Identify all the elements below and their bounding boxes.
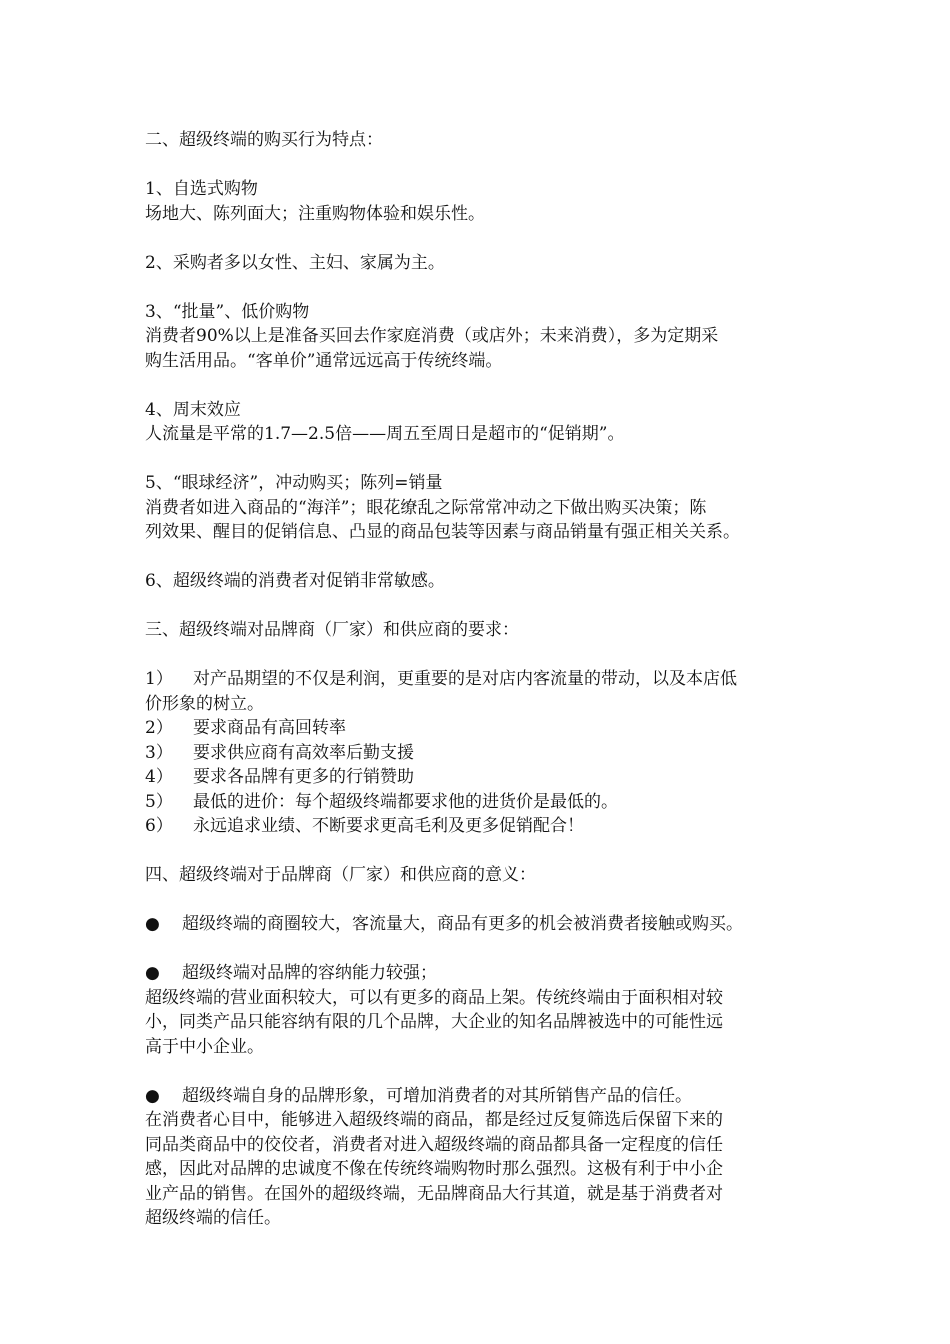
spacer (145, 937, 815, 962)
requirement-text-continued: 价形象的树立。 (145, 693, 264, 714)
point-body-bulk-1: 消费者90%以上是准备买回去作家庭消费（或店外；未来消费），多为定期采 (145, 326, 719, 346)
point-title-buyers: 2、采购者多以女性、主妇、家属为主。 (145, 252, 445, 273)
bullet-body: 同品类商品中的佼佼者，消费者对进入超级终端的商品都具备一定程度的信任 (145, 1134, 723, 1155)
point-title-self-service: 1、自选式购物 (145, 179, 258, 199)
requirement-item (145, 790, 815, 815)
requirement-text: 对产品期望的不仅是利润，更重要的是对店内客流量的带动，以及本店低 (193, 669, 737, 689)
requirement-text: 要求各品牌有更多的行销赞助 (193, 767, 414, 787)
bullet-text: 超级终端的商圈较大，客流量大，商品有更多的机会被消费者接触或购买。 (182, 914, 743, 934)
bullet-item-capacity (145, 961, 815, 986)
requirement-item (145, 814, 815, 839)
bullet-body: 在消费者心目中，能够进入超级终端的商品，都是经过反复筛选后保留下来的 (145, 1110, 723, 1130)
bullet-icon: ● (145, 914, 160, 934)
point-body-eyeball-1: 消费者如进入商品的“海洋”；眼花缭乱之际常常冲动之下做出购买决策；陈 (145, 497, 707, 518)
requirement-text: 要求商品有高回转率 (193, 718, 346, 738)
spacer (145, 1059, 815, 1084)
spacer (145, 226, 815, 251)
requirement-number: 5） (145, 791, 173, 812)
bullet-body: 超级终端的营业面积较大，可以有更多的商品上架。传统终端由于面积相对较 (145, 987, 723, 1008)
bullet-icon: ● (145, 963, 160, 983)
spacer (145, 153, 815, 178)
bullet-text: 超级终端对品牌的容纳能力较强； (182, 963, 437, 983)
requirement-number: 3） (145, 742, 173, 763)
point-title-bulk: 3、“批量”、低价购物 (145, 301, 310, 322)
requirement-text: 永远追求业绩、不断要求更高毛利及更多促销配合！ (193, 816, 584, 836)
section-heading-significance: 四、超级终端对于品牌商（厂家）和供应商的意义： (145, 865, 536, 885)
requirement-item (145, 667, 815, 692)
requirement-item (145, 765, 815, 790)
spacer (145, 447, 815, 472)
point-body-self-service: 场地大、陈列面大；注重购物体验和娱乐性。 (145, 203, 485, 224)
bullet-body: 业产品的销售。在国外的超级终端，无品牌商品大行其道，就是基于消费者对 (145, 1183, 723, 1204)
requirement-item (145, 716, 815, 741)
requirement-number: 1） (145, 669, 173, 689)
requirement-number: 2） (145, 718, 173, 738)
spacer (145, 373, 815, 398)
requirement-text: 要求供应商有高效率后勤支援 (193, 742, 414, 763)
requirement-number: 6） (145, 816, 173, 836)
document-page (145, 128, 815, 1231)
bullet-body: 超级终端的信任。 (145, 1208, 281, 1228)
point-title-weekend: 4、周末效应 (145, 399, 241, 420)
bullet-body: 感，因此对品牌的忠诚度不像在传统终端购物时那么强烈。这极有利于中小企 (145, 1159, 723, 1179)
bullet-text: 超级终端自身的品牌形象，可增加消费者的对其所销售产品的信任。 (182, 1085, 692, 1106)
point-body-eyeball-2: 列效果、醒目的促销信息、凸显的商品包装等因素与商品销量有强正相关关系。 (145, 522, 740, 542)
section-heading-requirements: 三、超级终端对品牌商（厂家）和供应商的要求： (145, 620, 519, 640)
bullet-body: 小，同类产品只能容纳有限的几个品牌，大企业的知名品牌被选中的可能性远 (145, 1012, 723, 1032)
spacer (145, 888, 815, 913)
bullet-body: 高于中小企业。 (145, 1036, 264, 1057)
point-body-weekend: 人流量是平常的1.7—2.5倍——周五至周日是超市的“促销期”。 (145, 424, 625, 444)
requirement-item (145, 741, 815, 766)
bullet-icon: ● (145, 1085, 160, 1106)
bullet-item-brand-image (145, 1084, 815, 1109)
spacer (145, 594, 815, 619)
spacer (145, 545, 815, 570)
point-body-bulk-2: 购生活用品。“客单价”通常远远高于传统终端。 (145, 350, 503, 371)
point-title-eyeball: 5、“眼球经济”，冲动购买；陈列=销量 (145, 473, 443, 493)
spacer (145, 839, 815, 864)
spacer (145, 643, 815, 668)
bullet-item-traffic (145, 912, 815, 937)
spacer (145, 275, 815, 300)
requirement-number: 4） (145, 767, 173, 787)
requirement-text: 最低的进价：每个超级终端都要求他的进货价是最低的。 (193, 791, 618, 812)
section-heading-buying-behavior: 二、超级终端的购买行为特点： (145, 130, 383, 150)
point-title-promotion: 6、超级终端的消费者对促销非常敏感。 (145, 571, 445, 591)
